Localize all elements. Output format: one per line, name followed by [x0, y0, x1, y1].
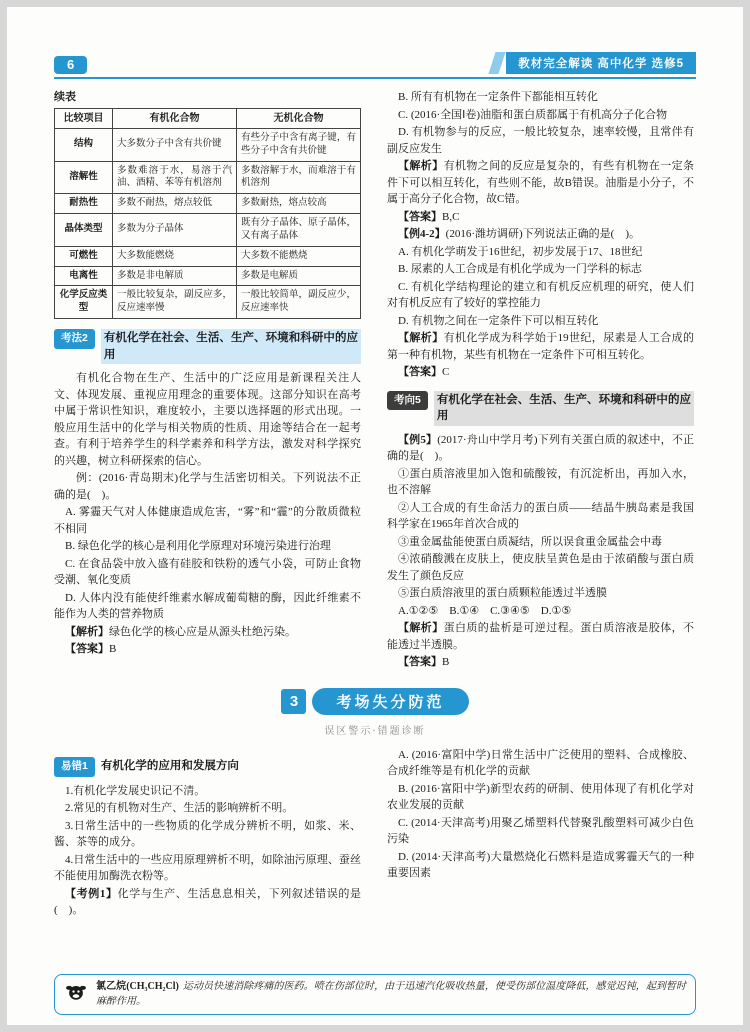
- kaoli1-label: 【考例1】: [65, 887, 118, 900]
- answer-label: 【答案】: [398, 656, 442, 669]
- table-row: [55, 161, 361, 194]
- analysis-label: 【解析】: [398, 332, 444, 344]
- table-cell-inorganic: 大多数不能燃烧: [237, 246, 361, 266]
- option-c: C. (2016·全国Ⅰ卷)油脂和蛋白质都属于有机高分子化合物: [398, 108, 668, 121]
- section3-banner: [7, 688, 743, 715]
- option-d: D. 人体内没有能使纤维素水解成葡萄糖的酶，因此纤维素不能作为人类的营养物质: [54, 591, 361, 621]
- table-cell-organic: 多数为分子晶体: [113, 214, 237, 247]
- table-row: [55, 266, 361, 286]
- table-row: [55, 214, 361, 247]
- table-cell-organic: 一般比较复杂，副反应多，反应速率慢: [113, 286, 237, 319]
- table-cell-organic: 多数不耐热，熔点较低: [113, 194, 237, 214]
- statement-5: ⑤蛋白质溶液里的蛋白质颗粒能透过半透膜: [398, 587, 607, 600]
- table-header-organic: 有机化合物: [113, 108, 237, 129]
- analysis-text: 有机物之间的反应是复杂的，有些有机物在一定条件下可以相互转化，有些则不能，故B错误。油脂是小分子，不属于高分子化合物，故C错。: [387, 160, 695, 205]
- kaofa2-paragraph: 有机化合物在生产、生活中的广泛应用是新课程关注人文、体现发展、重视应用理念的重要体现。这部分知识在高考中属于常识性知识，难度较小，主要以选择题的形式出现。一般应用生活中的化学与相关物质的性质、用途等结合在一起考查。有利于培养学生的科学素养和科学方法，激发对科学探究的兴趣，树立科研探索的信心。: [54, 372, 361, 467]
- example42-label: 【例4-2】: [398, 228, 446, 240]
- table-cell-inorganic: 有些分子中含有离子键，有些分子中含有共价键: [237, 129, 361, 162]
- answer-line: [387, 209, 694, 226]
- comparison-table: [54, 108, 361, 319]
- option-b: B. (2016·富阳中学)新型农药的研制、使用体现了有机化学对农业发展的贡献: [387, 782, 694, 812]
- table-caption: 续表: [54, 91, 76, 103]
- option-d: D. (2014·天津高考)大量燃烧化石燃料是造成雾霾天气的一种重要因素: [387, 850, 694, 880]
- table-header-row: [55, 108, 361, 129]
- section3-subtitle: 误区警示·错题诊断: [324, 725, 426, 737]
- kaoli1-text: 化学与生产、生活息息相关，下列叙述错误的是( )。: [54, 887, 362, 917]
- table-cell-inorganic: 多数溶解于水，而难溶于有机溶剂: [237, 161, 361, 194]
- table-cell-item: 耐热性: [55, 194, 113, 214]
- analysis-text: 蛋白质的盐析是可逆过程。蛋白质溶液是胶体，不能透过半透膜。: [387, 622, 695, 651]
- kaoxiang5-badge: 考向5: [387, 391, 428, 411]
- table-header-inorganic: 无机化合物: [237, 108, 361, 129]
- option-b: B. 尿素的人工合成是有机化学成为一门学科的标志: [398, 263, 642, 275]
- table-cell-inorganic: 一般比较简单，副反应少，反应速率快: [237, 286, 361, 319]
- top-columns: [54, 89, 696, 672]
- option-a: A. 雾霾天气对人体健康造成危害，“雾”和“霾”的分散质微粒不相同: [54, 506, 361, 535]
- footer-note-title: 氯乙烷(CH₃CH₂Cl): [96, 981, 179, 992]
- table-cell-inorganic: 既有分子晶体、原子晶体，又有离子晶体: [237, 214, 361, 247]
- answer-label: 【答案】: [398, 366, 442, 378]
- analysis-line: [387, 620, 694, 653]
- table-row: [55, 129, 361, 162]
- page-number: 6: [54, 56, 87, 74]
- kaofa2-title: 有机化学在社会、生活、生产、环境和科研中的应用: [101, 329, 361, 364]
- book-title-tag: [492, 52, 696, 74]
- table-cell-inorganic: 多数耐热，熔点较高: [237, 194, 361, 214]
- statement-3: ③重金属盐能使蛋白质凝结，所以误食重金属盐会中毒: [398, 535, 662, 548]
- option-c: C. (2014·天津高考)用聚乙烯塑料代替聚乳酸塑料可减少白色污染: [387, 816, 694, 846]
- choices-line: A.①②⑤ B.①④ C.③④⑤ D.①⑤: [398, 604, 572, 617]
- table-cell-item: 晶体类型: [55, 214, 113, 247]
- option-b: B. 绿色化学的核心是利用化学原理对环境污染进行治理: [65, 540, 331, 553]
- option-c: C. 在食品袋中放入盛有硅胶和铁粉的透气小袋，可防止食物受潮、氧化变质: [54, 557, 361, 587]
- analysis-label: 【解析】: [398, 160, 444, 172]
- analysis-line: [387, 158, 694, 208]
- kaofa2-badge: 考法2: [54, 329, 95, 349]
- analysis-label: 【解析】: [398, 622, 444, 635]
- book-title: 教材完全解读 高中化学 选修5: [506, 52, 696, 74]
- table-row: [55, 286, 361, 319]
- section3-title: 考场失分防范: [312, 688, 468, 715]
- page-header: [54, 52, 696, 79]
- answer-text: B: [442, 656, 450, 669]
- table-row: [55, 246, 361, 266]
- bottom-right-column: [387, 747, 694, 920]
- table-cell-item: 可燃性: [55, 246, 113, 266]
- statement-4: ④浓硝酸溅在皮肤上，使皮肤呈黄色是由于浓硝酸与蛋白质发生了颜色反应: [387, 553, 694, 582]
- option-d: D. 有机物参与的反应，一般比较复杂，速率较慢，且常伴有副反应发生: [387, 126, 694, 155]
- footer-note-text: 运动员快速消除疼痛的医药。喷在伤部位时，由于迅速汽化吸收热量，使受伤部位温度降低，感觉迟钝，起到暂时麻醉作用。: [96, 981, 687, 1007]
- answer-text: C: [442, 366, 450, 378]
- option-c: C. 有机化学结构理论的建立和有机反应机理的研究，使人们对有机反应有了较好的掌控能力: [387, 280, 694, 309]
- analysis-line: [54, 624, 361, 641]
- table-cell-inorganic: 多数是电解质: [237, 266, 361, 286]
- section-yicuo1: [54, 757, 361, 777]
- right-column: [387, 89, 694, 672]
- answer-label: 【答案】: [398, 210, 442, 223]
- table-cell-item: 溶解性: [55, 161, 113, 194]
- table-header-item: 比较项目: [55, 108, 113, 129]
- table-cell-item: 结构: [55, 129, 113, 162]
- analysis-text: 有机化学成为科学始于19世纪，尿素是人工合成的第一种有机物，某些有机物在一定条件下可相互转化。: [387, 332, 695, 361]
- option-a: A. (2016·富阳中学)日常生活中广泛使用的塑料、合成橡胶、合成纤维等是有机化学的贡献: [387, 748, 694, 778]
- option-b: B. 所有有机物在一定条件下都能相互转化: [398, 91, 598, 103]
- example5-text: (2017·舟山中学月考)下列有关蛋白质的叙述中，不正确的是( )。: [387, 433, 695, 463]
- statement-1: ①蛋白质溶液里加入饱和硫酸铵，有沉淀析出，再加入水，也不溶解: [387, 467, 694, 497]
- section-kaoxiang5: [387, 391, 694, 426]
- answer-line: [54, 641, 361, 658]
- point-4: 4.日常生活中的一些应用原理辨析不明，如除油污原理、蚕丝不能使用加酶洗衣粉等。: [54, 853, 361, 883]
- bottom-left-column: [54, 747, 361, 920]
- option-a: A. 有机化学萌发于16世纪，初步发展于17、18世纪: [398, 245, 643, 258]
- kaoxiang5-title: 有机化学在社会、生活、生产、环境和科研中的应用: [434, 391, 694, 426]
- section-kaofa2: [54, 329, 361, 364]
- answer-label: 【答案】: [65, 643, 109, 656]
- analysis-label: 【解析】: [65, 625, 109, 638]
- book-page: [7, 7, 743, 1025]
- example-intro: 例：(2016·青岛期末)化学与生活密切相关。下列说法不正确的是( )。: [54, 472, 361, 501]
- analysis-line: [387, 330, 694, 363]
- table-row: [55, 194, 361, 214]
- option-d: D. 有机物之间在一定条件下可以相互转化: [398, 314, 599, 327]
- footer-note: [96, 980, 686, 1009]
- example5-label: 【例5】: [398, 433, 438, 446]
- table-cell-item: 化学反应类型: [55, 286, 113, 319]
- bottom-columns: [54, 747, 696, 920]
- answer-line: [387, 654, 694, 671]
- left-column: [54, 89, 361, 672]
- yicuo1-title: 有机化学的应用和发展方向: [100, 759, 239, 772]
- table-cell-organic: 大多数能燃烧: [113, 246, 237, 266]
- header-accent-shape: [489, 52, 506, 74]
- answer-line: [387, 364, 694, 381]
- statement-2: ②人工合成的有生命活力的蛋白质——结晶牛胰岛素是我国科学家在1965年首次合成的: [387, 501, 694, 531]
- kaoli1-intro: [54, 886, 361, 919]
- section3-number: 3: [281, 689, 306, 714]
- example42-intro: [387, 226, 694, 243]
- yicuo1-badge: 易错1: [54, 757, 95, 777]
- table-cell-organic: 多数是非电解质: [113, 266, 237, 286]
- table-cell-organic: 多数难溶于水，易溶于汽油、酒精、苯等有机溶剂: [113, 161, 237, 194]
- point-3: 3.日常生活中的一些物质的化学成分辨析不明，如浆、米、酱、茶等的成分。: [54, 819, 361, 849]
- answer-text: B,C: [442, 210, 460, 223]
- footer-note-box: [54, 974, 696, 1015]
- example42-text: (2016·潍坊调研)下列说法正确的是( )。: [445, 228, 640, 240]
- mascot-ox-icon: [64, 981, 88, 1003]
- point-2: 2.常见的有机物对生产、生活的影响辨析不明。: [65, 802, 294, 815]
- table-cell-organic: 大多数分子中含有共价键: [113, 129, 237, 162]
- example5-intro: [387, 432, 694, 465]
- point-1: 1.有机化学发展史识记不清。: [65, 784, 206, 797]
- analysis-text: 绿色化学的核心应是从源头杜绝污染。: [109, 625, 296, 638]
- table-cell-item: 电离性: [55, 266, 113, 286]
- answer-text: B: [109, 643, 117, 656]
